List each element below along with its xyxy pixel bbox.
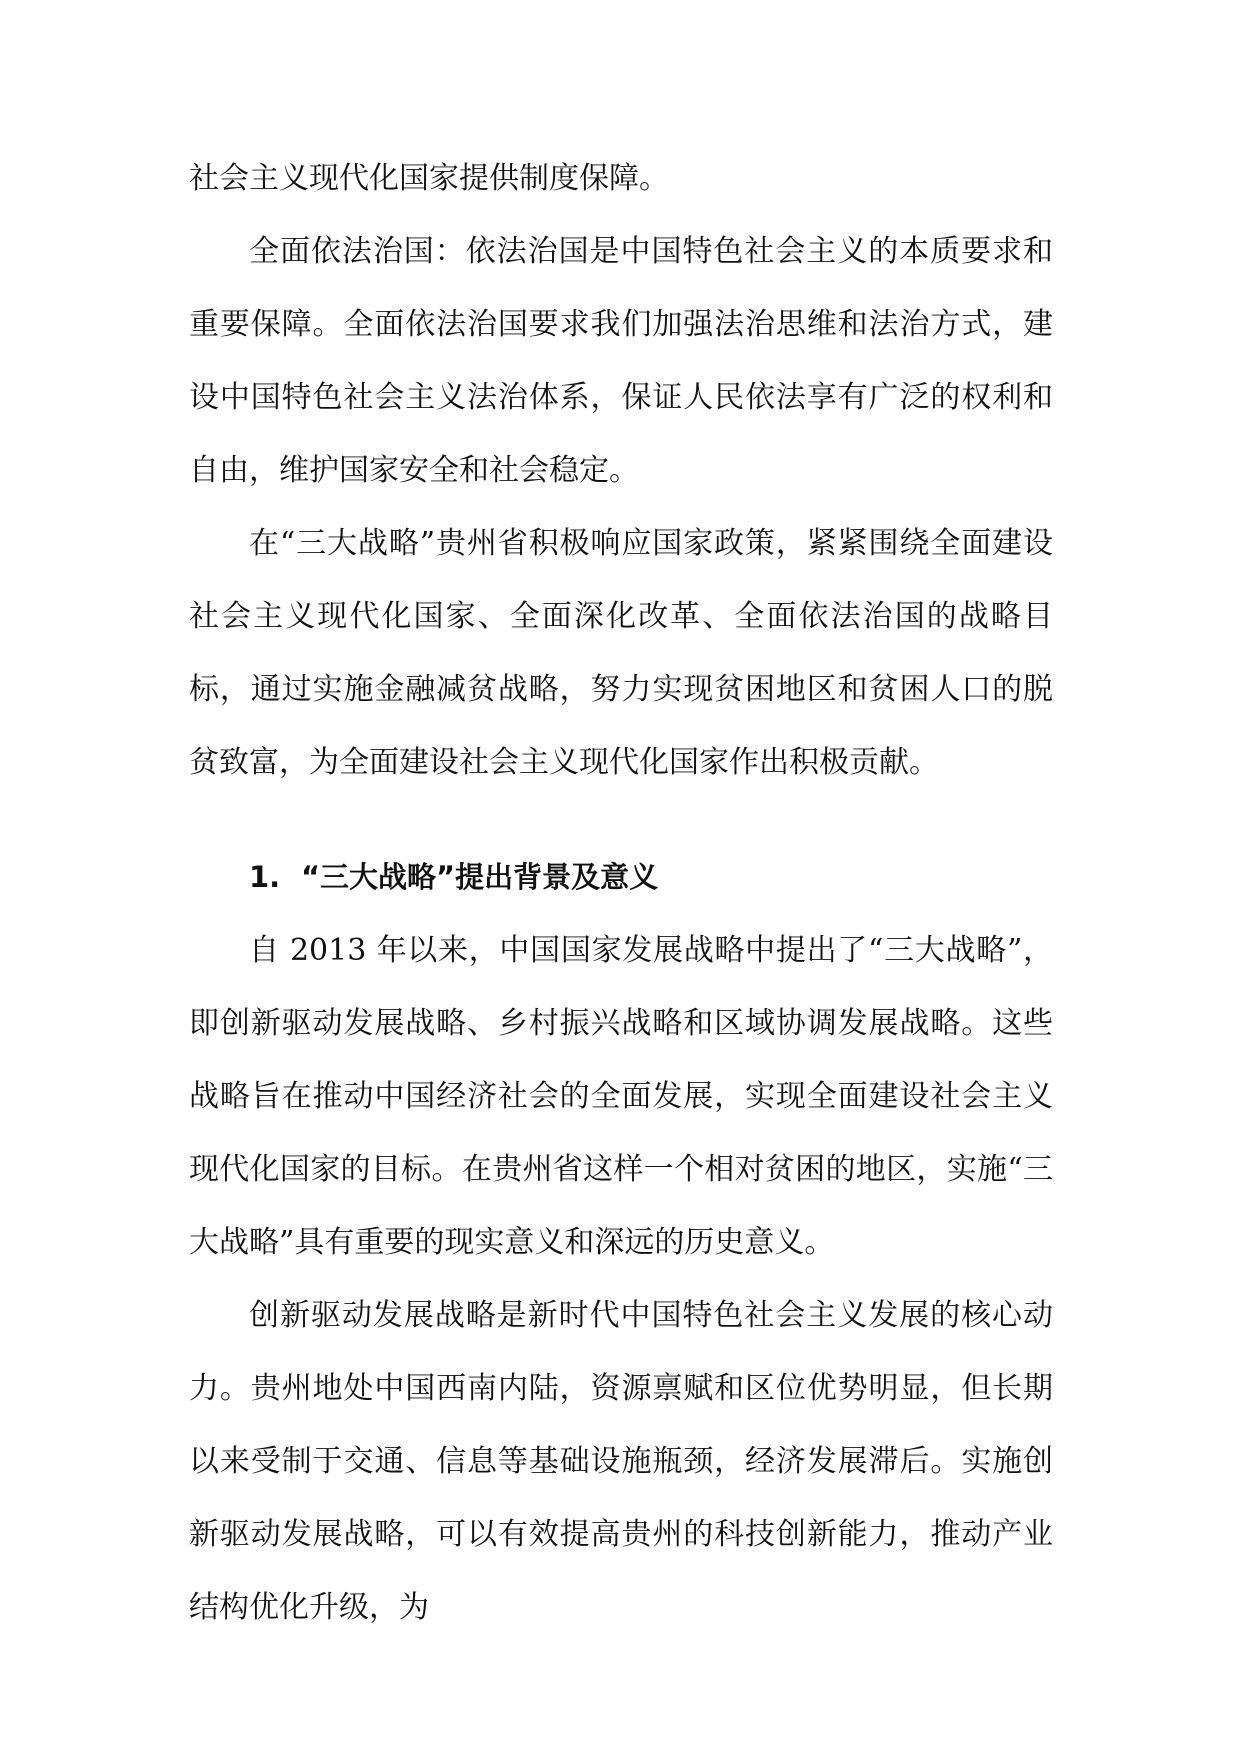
section-number: 1.: [249, 860, 281, 894]
paragraph-background: 自 2013 年以来，中国国家发展战略中提出了“三大战略”，即创新驱动发展战略、乡村振兴战略和区域协调发展战略。这些战略旨在推动中国经济社会的全面发展，实现全面建设社会主义现代化国家的目标。在贵州省这样一个相对贫困的地区，实施“三大战略”具有重要的现实意义和深远的历史意义。: [189, 933, 1053, 1260]
paragraph-continuation: 社会主义现代化国家提供制度保障。: [189, 161, 669, 196]
paragraph-guizhou-response: 在“三大战略”贵州省积极响应国家政策，紧紧围绕全面建设社会主义现代化国家、全面深化改革、全面依法治国的战略目标，通过实施金融减贫战略，努力实现贫困地区和贫困人口的脱贫致富，为全面建设社会主义现代化国家作出积极贡献。: [189, 526, 1053, 780]
document-body: [189, 142, 1053, 1644]
section-heading: [189, 841, 1053, 914]
section-title: “三大战略”提出背景及意义: [301, 860, 659, 894]
paragraph-rule-of-law: 全面依法治国：依法治国是中国特色社会主义的本质要求和重要保障。全面依法治国要求我们加强法治思维和法治方式，建设中国特色社会主义法治体系，保证人民依法享有广泛的权利和自由，维护国家安全和社会稳定。: [189, 234, 1053, 488]
paragraph-innovation: 创新驱动发展战略是新时代中国特色社会主义发展的核心动力。贵州地处中国西南内陆，资源禀赋和区位优势明显，但长期以来受制于交通、信息等基础设施瓶颈，经济发展滞后。实施创新驱动发展战略，可以有效提高贵州的科技创新能力，推动产业结构优化升级，为: [189, 1298, 1053, 1625]
